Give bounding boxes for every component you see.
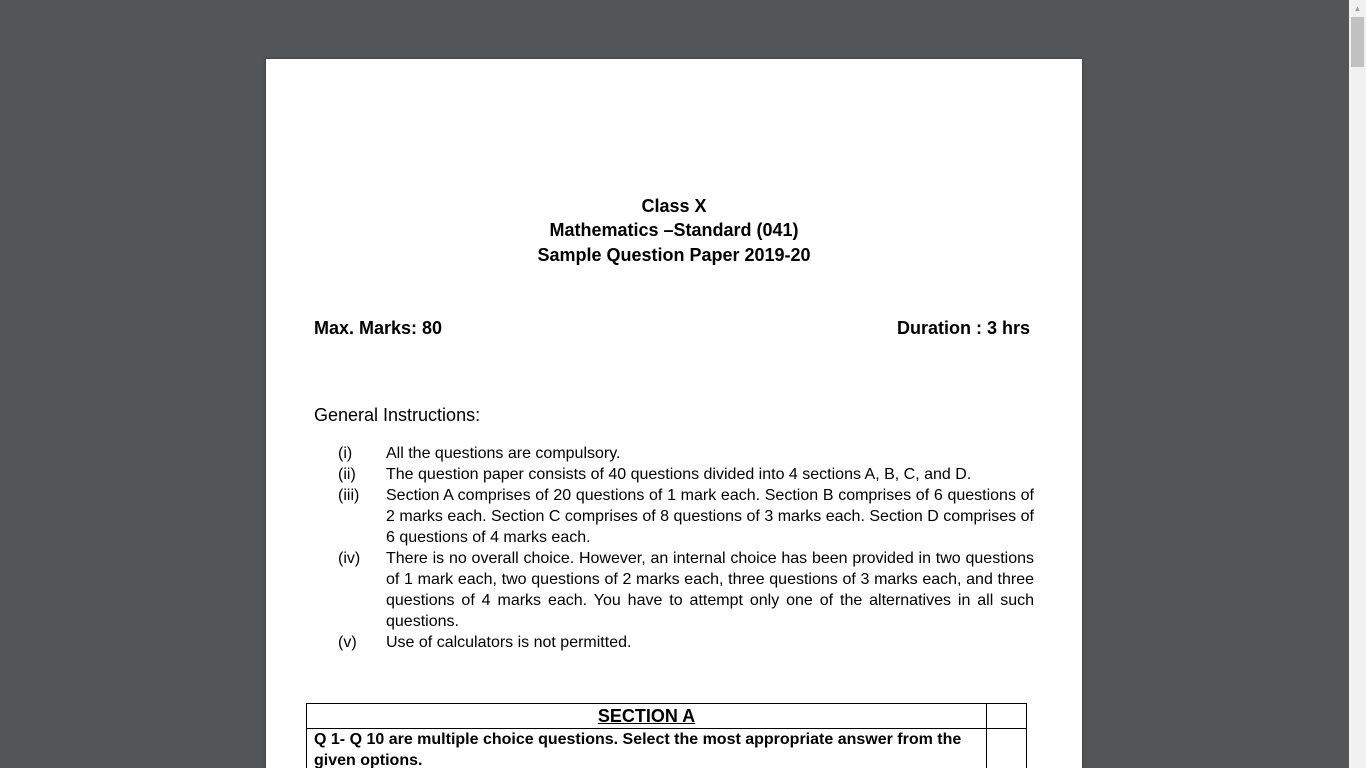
instruction-number: (iv) <box>338 550 361 567</box>
max-marks: Max. Marks: 80 <box>314 318 443 338</box>
instructions-list <box>338 443 1034 653</box>
marks-cell <box>987 704 1027 729</box>
instruction-item <box>338 464 1034 485</box>
mcq-instruction: Q 1- Q 10 are multiple choice questions. Select the most appropriate answer from the given options. <box>307 729 987 768</box>
instruction-text: There is no overall choice. However, an internal choice has been provided in two questions of 1 mark each, two questions of 2 marks each, three questions of 3 marks each, and three questions of 4 marks each. You have to attempt only one of the alternatives in all such questions. <box>386 550 1034 630</box>
class-title: Class X <box>641 196 707 216</box>
pdf-page <box>266 59 1082 768</box>
vertical-scrollbar[interactable] <box>1349 0 1366 768</box>
paper-title: Sample Question Paper 2019-20 <box>537 245 811 265</box>
table-row <box>307 729 1027 768</box>
instruction-item <box>338 443 1034 464</box>
instruction-text: Use of calculators is not permitted. <box>386 634 632 651</box>
general-instructions-heading: General Instructions: <box>314 405 481 425</box>
instruction-item <box>338 485 1034 548</box>
table-row <box>307 704 1027 729</box>
instruction-text: Section A comprises of 20 questions of 1 mark each. Section B comprises of 6 questions of 2 marks each. Section C comprises of 8 questions of 3 marks each. Section D comprises of 6 questions of 4 marks each. <box>386 487 1034 546</box>
section-a-title: SECTION A <box>307 704 987 729</box>
scroll-thumb[interactable] <box>1351 17 1364 67</box>
section-a-table <box>306 703 1027 768</box>
instruction-text: The question paper consists of 40 questions divided into 4 sections A, B, C, and D. <box>386 466 972 483</box>
instruction-item <box>338 632 1034 653</box>
instruction-number: (i) <box>338 445 353 462</box>
instruction-number: (ii) <box>338 466 356 483</box>
instruction-text: All the questions are compulsory. <box>386 445 621 462</box>
duration: Duration : 3 hrs <box>896 318 1030 338</box>
instruction-number: (v) <box>338 634 357 651</box>
instruction-item <box>338 548 1034 632</box>
scroll-up-arrow-icon[interactable]: ▲ <box>1353 4 1362 13</box>
instruction-number: (iii) <box>338 487 360 504</box>
subject-title: Mathematics –Standard (041) <box>549 220 799 240</box>
marks-cell <box>987 729 1027 768</box>
